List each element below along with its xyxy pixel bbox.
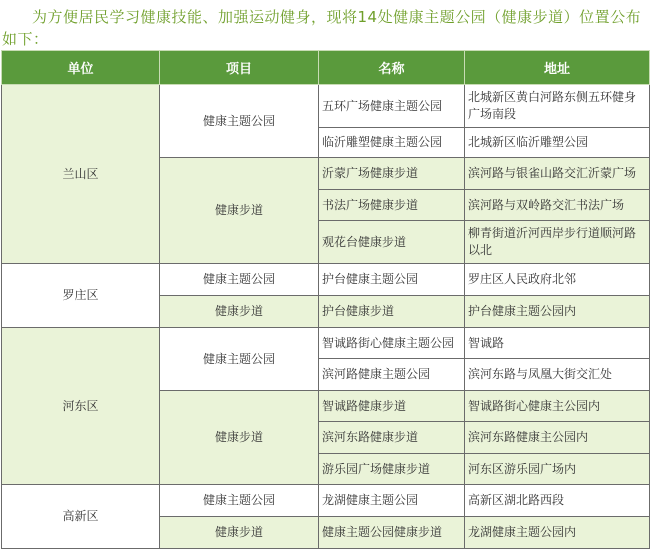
address-cell: 河东区游乐园广场内: [465, 454, 650, 485]
name-cell: 智诚路街心健康主题公园: [319, 328, 465, 359]
district-cell: 罗庄区: [2, 264, 160, 328]
header-address: 地址: [465, 51, 650, 85]
name-cell: 龙湖健康主题公园: [319, 485, 465, 517]
district-cell: 河东区: [2, 328, 160, 485]
parks-table: [1, 50, 650, 549]
header-project: 项目: [160, 51, 319, 85]
address-cell: 智诚路街心健康主公园内: [465, 391, 650, 422]
district-cell: 高新区: [2, 485, 160, 549]
project-cell: 健康主题公园: [160, 485, 319, 517]
name-cell: 沂蒙广场健康步道: [319, 158, 465, 190]
district-cell: 兰山区: [2, 85, 160, 264]
address-cell: 护台健康主题公园内: [465, 296, 650, 328]
address-cell: 滨河东路健康主公园内: [465, 422, 650, 454]
header-name: 名称: [319, 51, 465, 85]
project-cell: 健康主题公园: [160, 85, 319, 158]
address-cell: 滨河路与双岭路交汇书法广场: [465, 190, 650, 221]
name-cell: 观花台健康步道: [319, 221, 465, 264]
address-cell: 高新区湖北路西段: [465, 485, 650, 517]
name-cell: 书法广场健康步道: [319, 190, 465, 221]
name-cell: 滨河路健康主题公园: [319, 359, 465, 391]
name-cell: 五环广场健康主题公园: [319, 85, 465, 128]
header-district: 单位: [2, 51, 160, 85]
name-cell: 智诚路健康步道: [319, 391, 465, 422]
table-row: [2, 264, 650, 296]
table-row: [2, 85, 650, 128]
project-cell: 健康主题公园: [160, 264, 319, 296]
address-cell: 智诚路: [465, 328, 650, 359]
project-cell: 健康主题公园: [160, 328, 319, 391]
address-cell: 滨河东路与凤凰大街交汇处: [465, 359, 650, 391]
project-cell: 健康步道: [160, 296, 319, 328]
name-cell: 护台健康主题公园: [319, 264, 465, 296]
name-cell: 游乐园广场健康步道: [319, 454, 465, 485]
name-cell: 护台健康步道: [319, 296, 465, 328]
project-cell: 健康步道: [160, 391, 319, 485]
address-cell: 柳青街道沂河西岸步行道顺河路以北: [465, 221, 650, 264]
address-cell: 北城新区临沂雕塑公园: [465, 128, 650, 158]
name-cell: 临沂雕塑健康主题公园: [319, 128, 465, 158]
intro-paragraph: 为方便居民学习健康技能、加强运动健身，现将14处健康主题公园（健康步道）位置公布如下：: [2, 8, 642, 48]
address-cell: 北城新区黄白河路东侧五环健身广场南段: [465, 85, 650, 128]
table-row: [2, 328, 650, 359]
table-header-row: [2, 51, 650, 85]
project-cell: 健康步道: [160, 517, 319, 549]
address-cell: 罗庄区人民政府北邻: [465, 264, 650, 296]
address-cell: 滨河路与银雀山路交汇沂蒙广场: [465, 158, 650, 190]
project-cell: 健康步道: [160, 158, 319, 264]
address-cell: 龙湖健康主题公园内: [465, 517, 650, 549]
name-cell: 健康主题公园健康步道: [319, 517, 465, 549]
table-row: [2, 485, 650, 517]
name-cell: 滨河东路健康步道: [319, 422, 465, 454]
